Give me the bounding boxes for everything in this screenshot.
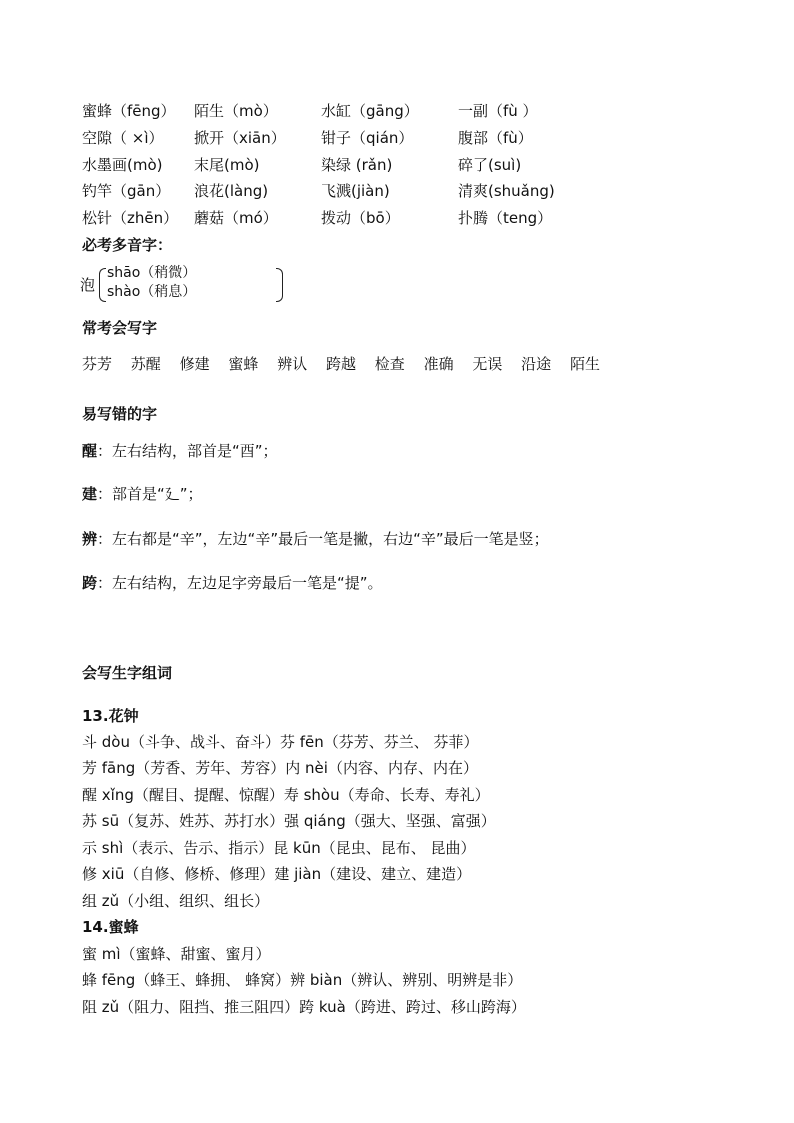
vocab-item: 水缸（gāng）	[321, 102, 419, 120]
vocab-item: 末尾(mò)	[194, 156, 260, 174]
groups-heading: 会写生字组词	[82, 664, 173, 682]
write-word: 无误	[472, 355, 503, 373]
vocab-item: 扑腾（teng）	[458, 209, 553, 227]
lesson-line: 醒 xǐng（醒目、提醒、惊醒）寿 shòu（寿命、长寿、寿礼）	[82, 786, 490, 804]
error-char: 跨	[82, 574, 98, 592]
vocab-item: 蜜蜂（fēng）	[82, 102, 176, 120]
write-word: 芬芳	[82, 355, 113, 373]
vocab-item: 腹部（fù）	[458, 129, 533, 147]
write-word: 准确	[423, 355, 454, 373]
vocab-item: 清爽(shuǎng)	[458, 182, 555, 200]
vocab-item: 陌生（mò）	[194, 102, 278, 120]
vocab-item: 浪花(làng)	[194, 182, 269, 200]
vocab-item: 一副（fù ）	[458, 102, 538, 120]
lesson-line: 苏 sū（复苏、姓苏、苏打水）强 qiáng（强大、坚强、富强）	[82, 812, 496, 830]
lesson-line: 组 zǔ（小组、组织、组长）	[82, 892, 270, 910]
errors-heading: 易写错的字	[82, 405, 158, 423]
left-brace	[99, 268, 106, 302]
write-word: 跨越	[325, 355, 356, 373]
vocab-item: 水墨画(mò)	[82, 156, 163, 174]
lesson-line: 修 xiū（自修、修桥、修理）建 jiàn（建设、建立、建造）	[82, 865, 472, 883]
vocab-item: 钓竿（gān）	[82, 182, 171, 200]
lesson-line: 蜂 fēng（蜂王、蜂拥、 蜂窝）辨 biàn（辨认、辨别、明辨是非）	[82, 971, 523, 989]
vocab-item: 松针（zhēn）	[82, 209, 179, 227]
error-item	[82, 573, 383, 593]
lesson-title: 14.蜜蜂	[82, 918, 139, 936]
polyphone-heading: 必考多音字：	[82, 236, 173, 254]
polyphone-char: 泡	[80, 276, 96, 294]
write-word: 辨认	[277, 355, 308, 373]
write-word: 陌生	[569, 355, 600, 373]
lesson-line: 芳 fāng（芳香、芳年、芳容）内 nèi（内容、内存、内在）	[82, 759, 478, 777]
error-char: 醒	[82, 442, 98, 460]
write-word: 蜜蜂	[228, 355, 259, 373]
lesson-line: 示 shì（表示、告示、指示）昆 kūn（昆虫、昆布、 昆曲）	[82, 839, 476, 857]
vocab-item: 掀开（xiān）	[194, 129, 286, 147]
write-word: 苏醒	[130, 355, 161, 373]
write-words-heading: 常考会写字	[82, 319, 158, 337]
error-item	[82, 529, 549, 549]
lesson-line: 阻 zǔ（阻力、阻挡、推三阻四）跨 kuà（跨进、跨过、移山跨海）	[82, 998, 526, 1016]
vocab-item: 钳子（qián）	[321, 129, 414, 147]
error-text: ：左右结构，左边足字旁最后一笔是“提”。	[97, 574, 383, 592]
lesson-title: 13.花钟	[82, 707, 139, 725]
error-text: ：部首是“廴”；	[97, 485, 203, 503]
error-text: ：左右结构，部首是“酉”；	[97, 442, 278, 460]
right-brace	[276, 268, 283, 302]
write-word: 检查	[374, 355, 405, 373]
polyphone-reading-1: shāo（稍微）	[107, 265, 197, 281]
vocab-item: 碎了(suì)	[458, 156, 522, 174]
vocab-item: 蘑菇（mó）	[194, 209, 278, 227]
vocab-item: 拨动（bō）	[321, 209, 400, 227]
lesson-line: 蜜 mì（蜜蜂、甜蜜、蜜月）	[82, 945, 271, 963]
vocab-item: 染绿 (rǎn)	[321, 156, 393, 174]
error-text: ：左右都是“辛”，左边“辛”最后一笔是撇，右边“辛”最后一笔是竖；	[97, 530, 549, 548]
polyphone-reading-2: shào（稍息）	[107, 284, 197, 300]
error-char: 建	[82, 485, 98, 503]
lesson-line: 斗 dòu（斗争、战斗、奋斗）芬 fēn（芬芳、芬兰、 芬菲）	[82, 733, 479, 751]
error-item	[82, 441, 278, 461]
write-word: 沿途	[521, 355, 552, 373]
write-words-list	[82, 354, 614, 374]
vocab-item: 空隙（ ×ì）	[82, 129, 164, 147]
vocab-item: 飞溅(jiàn)	[321, 182, 390, 200]
polyphone-brace	[80, 264, 220, 304]
error-item	[82, 484, 203, 504]
error-char: 辨	[82, 530, 98, 548]
write-word: 修建	[179, 355, 210, 373]
